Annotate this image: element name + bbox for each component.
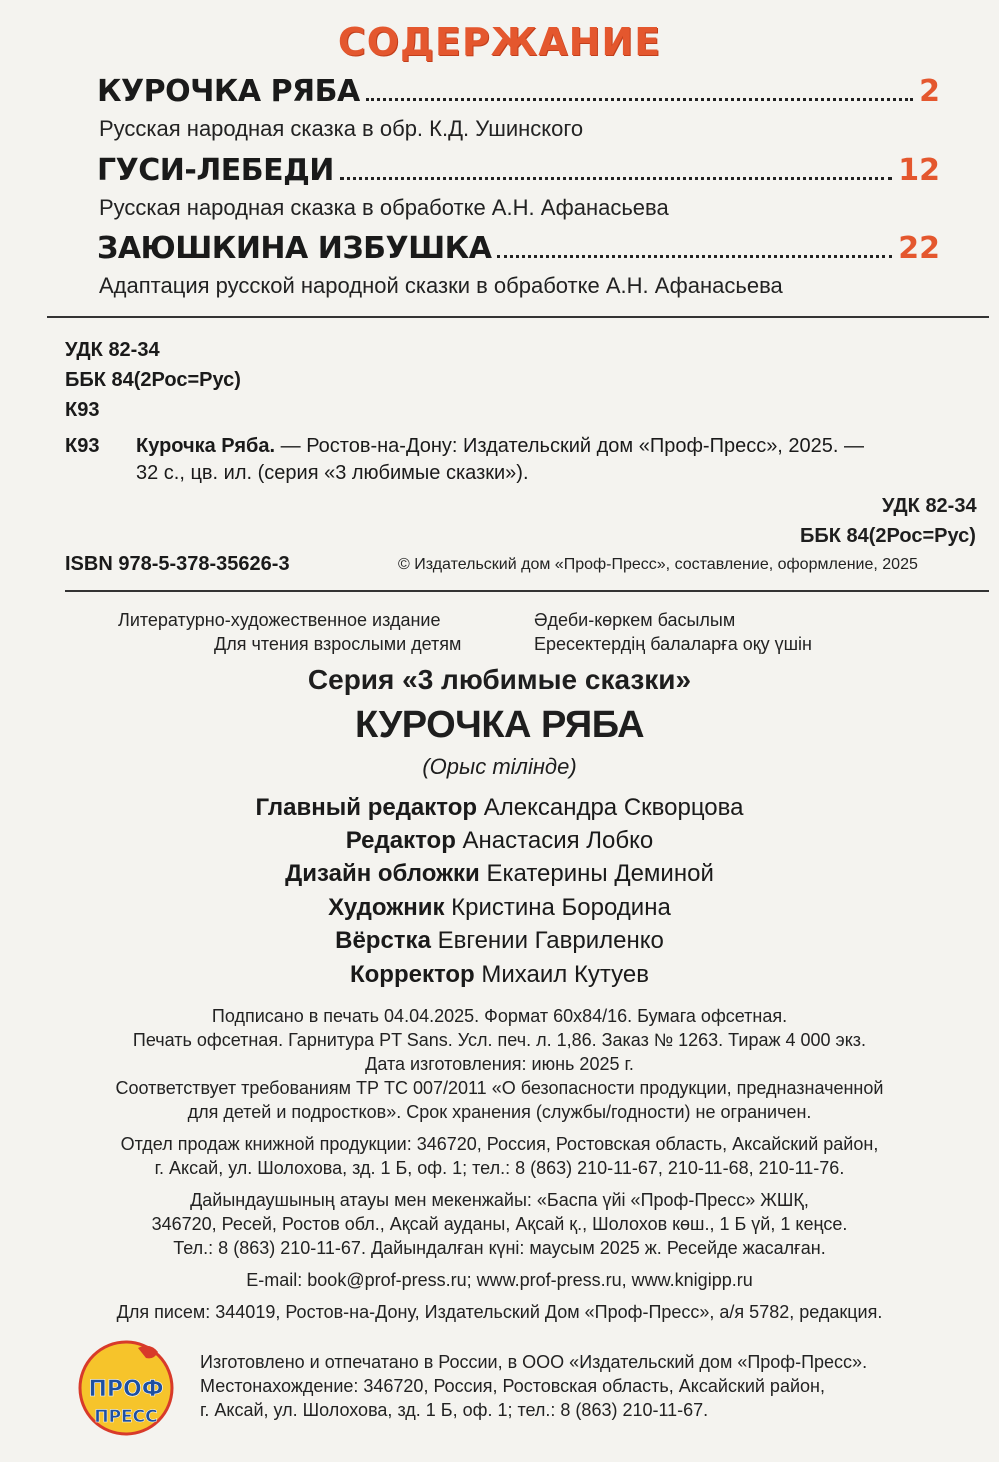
series-title: Серия «3 любимые сказки» (307, 664, 692, 695)
catalog-entry-line2: 32 с., цв. ил. (серия «3 любимые сказки»). (136, 462, 529, 484)
credit-name: Анастасия Лобко (455, 827, 654, 854)
genre-kz: Әдеби-көркем басылым (534, 610, 736, 630)
contents-heading: СОДЕРЖАНИЕ (337, 20, 662, 64)
toc-leader (366, 98, 913, 101)
print-info: Подписано в печать 04.04.2025. Формат 60x84/16. Бумага офсетная. (211, 1006, 788, 1026)
audience-kz: Ересектердің балаларға оқу үшін (534, 634, 812, 654)
divider (65, 590, 989, 592)
kz-info: Тел.: 8 (863) 210-11-67. Дайындалған күні: маусым 2025 ж. Ресейде жасалған. (173, 1238, 826, 1258)
compliance-info: Соответствует требованиям ТР ТС 007/2011 «О безопасности продукции, предназначенной (115, 1078, 884, 1098)
entry-sign: К93 (65, 435, 100, 457)
udk-code: УДК 82-34 (65, 339, 160, 361)
credit-role: Редактор (345, 827, 456, 854)
sales-info: г. Аксай, ул. Шолохова, зд. 1 Б, оф. 1; тел.: 8 (863) 210-11-67, 210-11-68, 210-11-76. (154, 1158, 845, 1178)
catalog-entry-line1: — Ростов-на-Дону: Издательский дом «Проф-Пресс», 2025. — (275, 435, 865, 457)
made-info: г. Аксай, ул. Шолохова, зд. 1 Б, оф. 1; тел.: 8 (863) 210-11-67. (200, 1400, 709, 1420)
credit-role: Корректор (349, 961, 475, 988)
logo-text-top: ПРОФ (88, 1377, 164, 1402)
toc-entry (97, 231, 940, 266)
toc-leader (497, 255, 892, 258)
bbk-code: ББК 84(2Рос=Рус) (65, 369, 241, 391)
author-sign: К93 (65, 399, 100, 421)
toc-subtitle: Русская народная сказка в обр. К.Д. Ушинского (99, 116, 584, 141)
toc-subtitle: Русская народная сказка в обработке А.Н. Афанасьева (99, 195, 669, 220)
credit-name: Екатерины Деминой (479, 860, 714, 887)
isbn: ISBN 978-5-378-35626-3 (65, 553, 290, 575)
credit-role: Главный редактор (255, 794, 478, 821)
credit-line (0, 794, 999, 822)
copyright: © Издательский дом «Проф-Пресс», составление, оформление, 2025 (398, 556, 918, 573)
logo-text-bottom: ПРЕСС (94, 1407, 158, 1427)
print-info: Дата изготовления: июнь 2025 г. (365, 1054, 634, 1074)
kz-info: 346720, Ресей, Ростов обл., Ақсай ауданы, Ақсай қ., Шолохов көш., 1 Б үй, 1 кеңсе. (151, 1214, 848, 1234)
credit-name: Евгении Гавриленко (430, 927, 664, 954)
toc-leader (340, 177, 892, 180)
credit-line (0, 961, 999, 989)
prof-press-logo (78, 1338, 174, 1438)
credit-line (0, 927, 999, 955)
toc-title: ГУСИ-ЛЕБЕДИ (97, 153, 334, 188)
bbk-code-right: ББК 84(2Рос=Рус) (800, 525, 976, 547)
made-info: Изготовлено и отпечатано в России, в ООО «Издательский дом «Проф-Пресс». (200, 1352, 868, 1372)
toc-title: ЗАЮШКИНА ИЗБУШКА (97, 231, 492, 266)
genre-ru: Литературно-художественное издание (118, 610, 441, 630)
catalog-entry (136, 435, 864, 458)
made-info: Местонахождение: 346720, Россия, Ростовская область, Аксайский район, (200, 1376, 825, 1396)
divider (47, 316, 989, 318)
toc-page-number: 12 (898, 153, 940, 188)
credit-role: Вёрстка (335, 927, 431, 954)
toc-subtitle: Адаптация русской народной сказки в обработке А.Н. Афанасьева (99, 273, 783, 298)
toc-title: КУРОЧКА РЯБА (97, 74, 360, 109)
audience-ru: Для чтения взрослыми детям (214, 634, 462, 654)
credit-line (0, 894, 999, 922)
contact-email: E-mail: book@prof-press.ru; www.prof-press.ru, www.knigipp.ru (246, 1270, 753, 1290)
credit-role: Дизайн обложки (285, 860, 480, 887)
credit-name: Александра Скворцова (477, 794, 744, 821)
toc-entry (97, 153, 940, 188)
credit-role: Художник (328, 894, 445, 921)
kz-info: Дайындаушының атауы мен мекенжайы: «Баспа үйі «Проф-Пресс» ЖШҚ, (190, 1190, 809, 1210)
catalog-entry-title: Курочка Ряба. (136, 435, 276, 457)
letters-address: Для писем: 344019, Ростов-на-Дону, Издательский Дом «Проф-Пресс», а/я 5782, редакция. (116, 1302, 883, 1322)
credit-name: Михаил Кутуев (474, 961, 650, 988)
credit-line (0, 827, 999, 855)
compliance-info: для детей и подростков». Срок хранения (службы/годности) не ограничен. (187, 1102, 812, 1122)
credit-name: Кристина Бородина (444, 894, 671, 921)
toc-page-number: 22 (898, 231, 940, 266)
toc-entry (97, 74, 940, 109)
credit-line (0, 860, 999, 888)
toc-page-number: 2 (919, 74, 940, 109)
sales-info: Отдел продаж книжной продукции: 346720, Россия, Ростовская область, Аксайский район, (120, 1134, 879, 1154)
udk-code-right: УДК 82-34 (882, 495, 977, 517)
print-info: Печать офсетная. Гарнитура PT Sans. Усл. печ. л. 1,86. Заказ № 1263. Тираж 4 000 экз. (132, 1030, 867, 1050)
book-title: КУРОЧКА РЯБА (354, 704, 645, 746)
language-note: (Орыс тілінде) (422, 754, 577, 779)
